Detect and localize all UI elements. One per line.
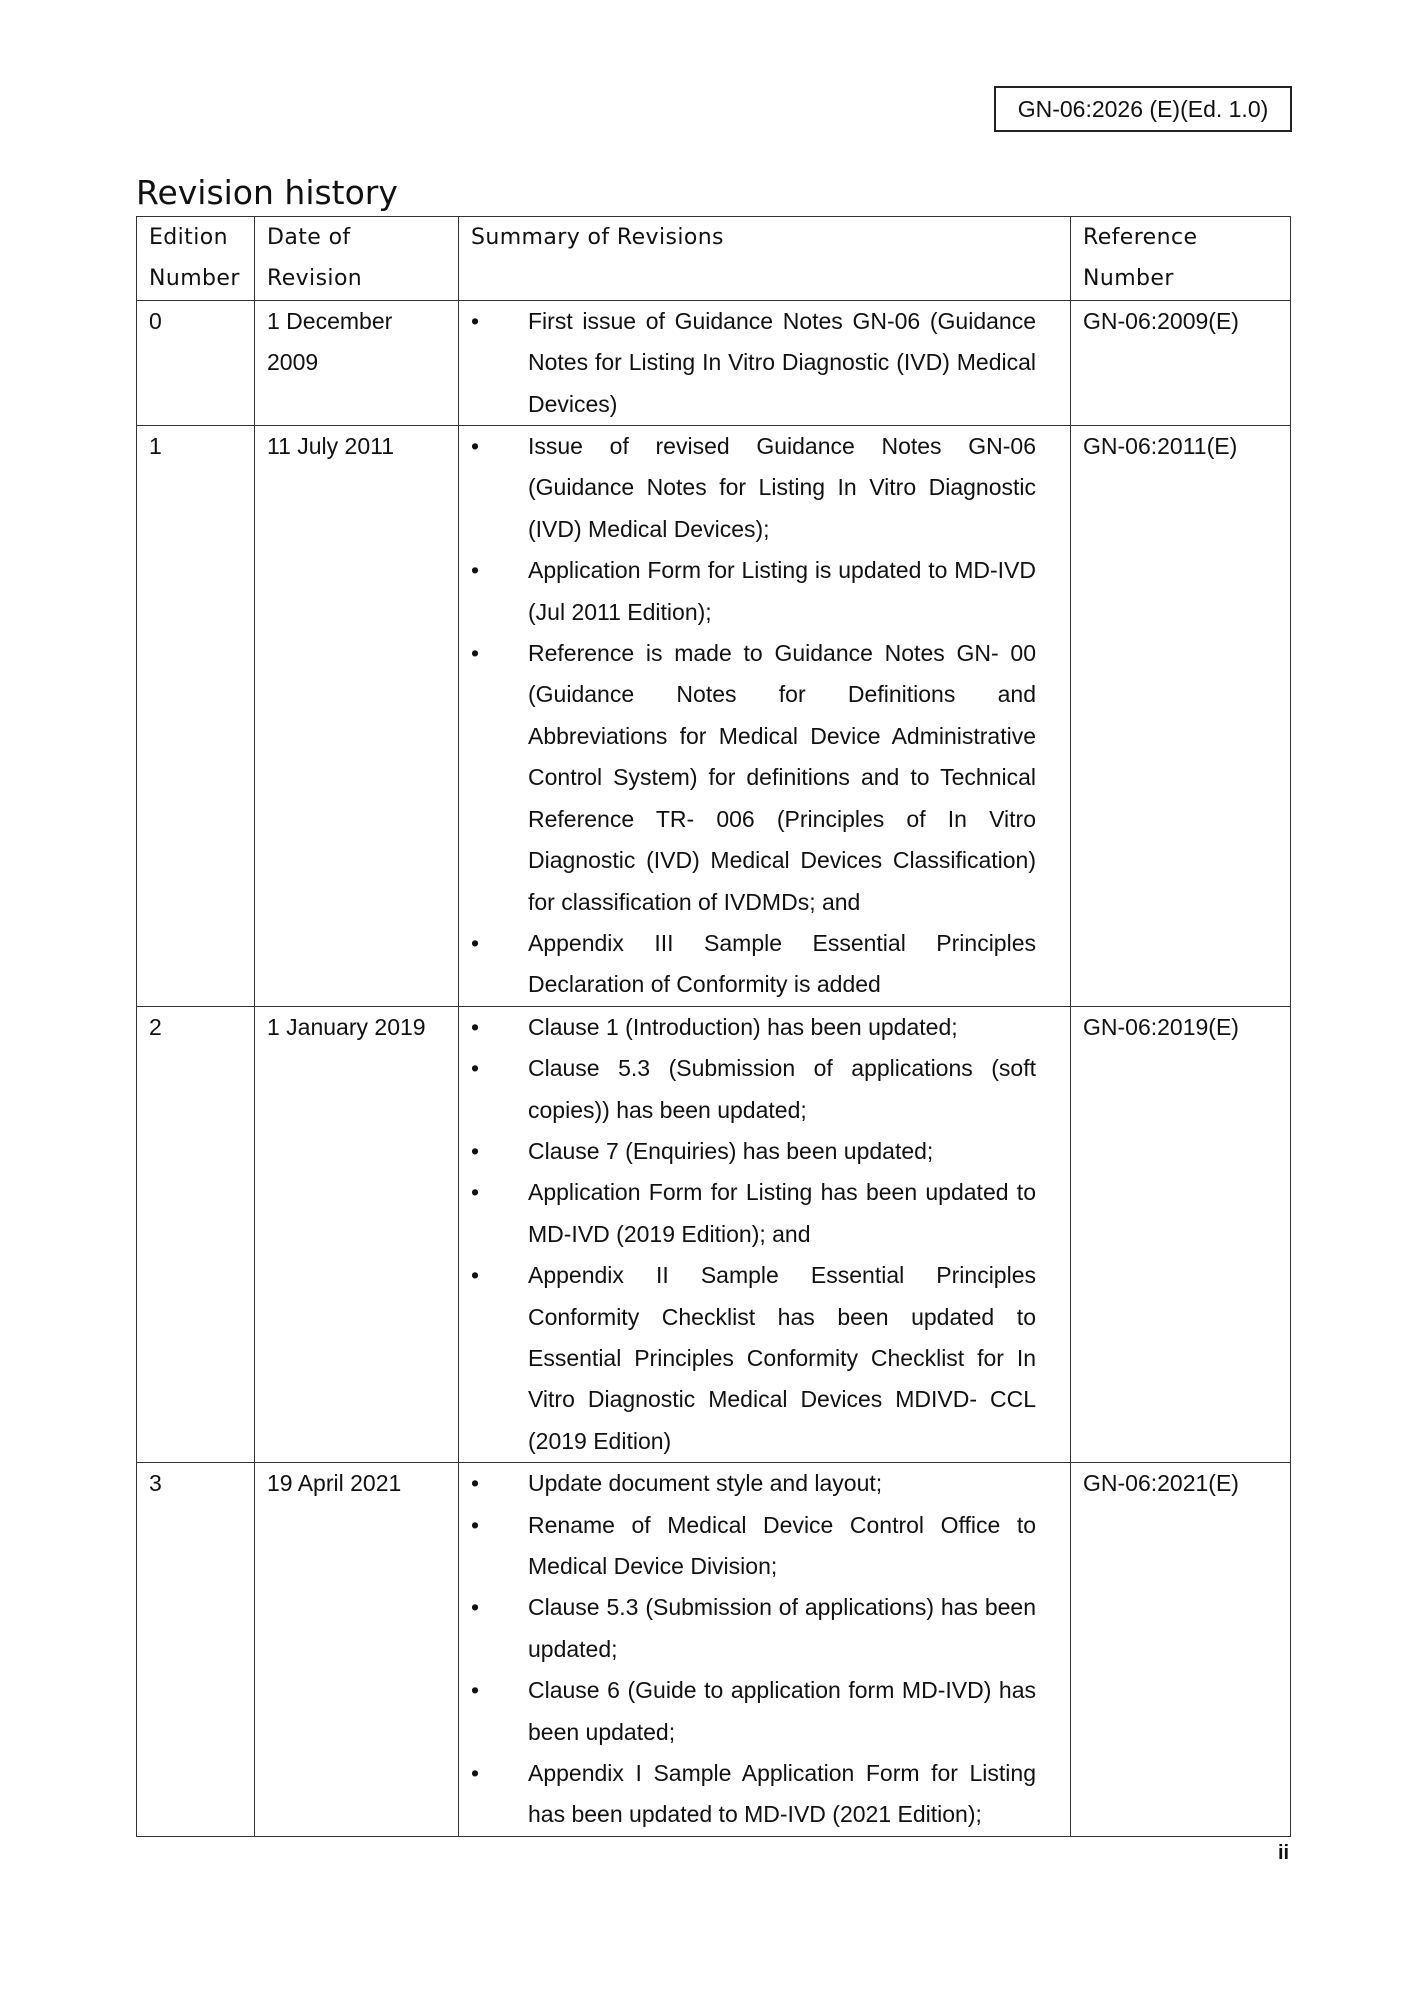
summary-item: • First issue of Guidance Notes GN-06 (Guidance Notes for Listing In Vitro Diagnostic (IVD) Medical Devices) — [471, 301, 1036, 425]
summary-item: • Update document style and layout; — [471, 1463, 1036, 1504]
page-number: ii — [1278, 1842, 1290, 1864]
revision-history-table — [136, 216, 1291, 1837]
summary-cell — [459, 1463, 1071, 1837]
summary-item: • Reference is made to Guidance Notes GN- 00 (Guidance Notes for Definitions and Abbreviations for Medical Device Administrative Control System) for definitions and to Technical Reference TR- 006 (Principles of In Vitro Diagnostic (IVD) Medical Devices Classification) for classification of IVDMDs; and — [471, 633, 1036, 923]
summary-item: • Appendix III Sample Essential Principles Declaration of Conformity is added — [471, 923, 1036, 1006]
summary-list — [471, 426, 1036, 1006]
reference-cell: GN-06:2011(E) — [1071, 426, 1291, 1007]
summary-item: • Appendix I Sample Application Form for Listing has been updated to MD-IVD (2021 Edition); — [471, 1753, 1036, 1836]
table-row — [137, 300, 1291, 425]
summary-list — [471, 1463, 1036, 1836]
section-title: Revision history — [136, 173, 398, 212]
summary-item: • Appendix II Sample Essential Principles Conformity Checklist has been updated to Essential Principles Conformity Checklist for In Vitro Diagnostic Medical Devices MDIVD- CCL (2019 Edition) — [471, 1255, 1036, 1462]
summary-item: • Clause 1 (Introduction) has been updated; — [471, 1007, 1036, 1048]
date-cell: 1 January 2019 — [255, 1006, 459, 1462]
reference-cell: GN-06:2009(E) — [1071, 300, 1291, 425]
date-cell: 1 December 2009 — [255, 300, 459, 425]
summary-item: • Clause 5.3 (Submission of applications) has been updated; — [471, 1587, 1036, 1670]
summary-item: • Clause 7 (Enquiries) has been updated; — [471, 1131, 1036, 1172]
header-reference-number: Reference Number — [1071, 217, 1291, 301]
summary-list — [471, 301, 1036, 425]
edition-cell: 3 — [137, 1463, 255, 1837]
edition-cell: 0 — [137, 300, 255, 425]
summary-item: • Clause 6 (Guide to application form MD-IVD) has been updated; — [471, 1670, 1036, 1753]
edition-cell: 1 — [137, 426, 255, 1007]
summary-list — [471, 1007, 1036, 1462]
edition-cell: 2 — [137, 1006, 255, 1462]
summary-item: • Application Form for Listing is updated to MD-IVD (Jul 2011 Edition); — [471, 550, 1036, 633]
reference-cell: GN-06:2019(E) — [1071, 1006, 1291, 1462]
summary-item: • Clause 5.3 (Submission of applications (soft copies)) has been updated; — [471, 1048, 1036, 1131]
table-row — [137, 1006, 1291, 1462]
document-reference-box: GN-06:2026 (E)(Ed. 1.0) — [994, 86, 1292, 132]
header-summary-of-revisions: Summary of Revisions — [459, 217, 1071, 301]
header-edition-number: Edition Number — [137, 217, 255, 301]
table-header-row — [137, 217, 1291, 301]
reference-cell: GN-06:2021(E) — [1071, 1463, 1291, 1837]
summary-cell — [459, 300, 1071, 425]
summary-item: • Rename of Medical Device Control Office to Medical Device Division; — [471, 1505, 1036, 1588]
summary-item: • Application Form for Listing has been updated to MD-IVD (2019 Edition); and — [471, 1172, 1036, 1255]
date-cell: 11 July 2011 — [255, 426, 459, 1007]
summary-cell — [459, 426, 1071, 1007]
table-row — [137, 1463, 1291, 1837]
header-date-of-revision: Date of Revision — [255, 217, 459, 301]
table-row — [137, 426, 1291, 1007]
date-cell: 19 April 2021 — [255, 1463, 459, 1837]
summary-item: • Issue of revised Guidance Notes GN-06 (Guidance Notes for Listing In Vitro Diagnostic (IVD) Medical Devices); — [471, 426, 1036, 550]
summary-cell — [459, 1006, 1071, 1462]
